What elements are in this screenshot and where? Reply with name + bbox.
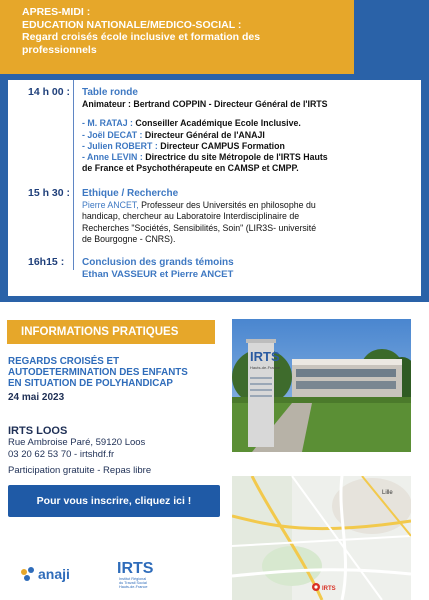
participation-note: Participation gratuite - Repas libre: [8, 465, 152, 476]
irts-logo-image: [115, 557, 175, 592]
map-image: [232, 476, 411, 600]
event-title: [8, 356, 220, 389]
speaker-desc-3: Recherches "Sociétés, Sensibilités, Soin" (LIR3S- université: [82, 222, 317, 233]
witness-names: Ethan VASSEUR et Pierre ANCET: [82, 269, 234, 280]
time-1400: 14 h 00 :: [28, 86, 71, 98]
panelist-role: de France et Psychothérapeute en CAMSP et CMPP.: [82, 163, 299, 174]
anaji-logo: [18, 560, 90, 588]
event-title-line-1: REGARDS CROISÉS ET: [8, 356, 120, 367]
event-title-line-3: EN SITUATION DE POLYHANDICAP: [8, 378, 173, 389]
panelist-2: [82, 130, 417, 141]
speaker-line: [82, 200, 417, 211]
panelist-name: - Joël DECAT :: [82, 129, 143, 140]
panelist-role: Directeur Général de l'ANAJI: [142, 129, 265, 140]
panelist-role: Directeur CAMPUS Formation: [157, 140, 285, 151]
session-table-ronde: [82, 86, 417, 175]
sign-subtext: Hauts-de-France: [250, 365, 281, 370]
time-1530: 15 h 30 :: [28, 187, 71, 199]
speaker-desc-4: de Bourgogne - CNRS).: [82, 233, 176, 244]
map-city-label: Lille: [382, 490, 393, 496]
building-photo-image: [232, 319, 411, 452]
session-title-table-ronde: Table ronde: [82, 87, 138, 98]
event-title-line-2: AUTODETERMINATION DES ENFANTS: [8, 367, 188, 378]
header-line-4: professionnels: [22, 43, 97, 56]
header-line-3: Regard croisés école inclusive et formation des: [22, 31, 261, 43]
building-photo: [232, 319, 411, 452]
afternoon-header: [0, 0, 354, 74]
speaker-desc-2: handicap, chercheur au Laboratoire Interdisciplinaire de: [82, 211, 300, 222]
map-pin-icon: [312, 583, 320, 591]
panelist-role: Conseiller Académique Ecole Inclusive.: [132, 118, 301, 129]
irts-sub-1: Institut Régional: [119, 577, 147, 581]
panelist-3: [82, 141, 417, 152]
venue-address: Rue Ambroise Paré, 59120 Loos: [8, 437, 146, 448]
session-conclusion: [82, 256, 417, 280]
irts-sub-2: du Travail Social: [119, 581, 147, 585]
irts-sub-3: Hauts-de-France: [119, 585, 148, 589]
header-line-1: APRES-MIDI :: [22, 6, 91, 18]
session-title-conclusion: Conclusion des grands témoins: [82, 257, 234, 268]
event-date: 24 mai 2023: [8, 392, 65, 403]
panelist-4: [82, 152, 417, 163]
host-line: [82, 99, 417, 110]
host-label: Animateur :: [82, 99, 131, 109]
header-line-2: EDUCATION NATIONALE/MEDICO-SOCIAL :: [22, 18, 242, 31]
session-title-ethique: Ethique / Recherche: [82, 188, 179, 199]
panelist-name: - Anne LEVIN :: [82, 152, 143, 163]
panelist-4-cont: [82, 163, 417, 174]
time-1615: 16h15 :: [28, 256, 65, 268]
timeline-line: [73, 80, 74, 270]
panelist-role: Directrice du site Métropole de l'IRTS Hauts: [142, 152, 328, 163]
program-card: [8, 80, 421, 296]
map-irts-label: IRTS: [322, 586, 336, 592]
register-button[interactable]: Pour vous inscrire, cliquez ici !: [8, 485, 220, 517]
panelist-name: - Julien ROBERT :: [82, 140, 158, 151]
irts-logo: [115, 557, 175, 592]
host-text: Bertrand COPPIN - Directeur Général de l'IRTS: [130, 99, 328, 109]
panelist-name: - M. RATAJ :: [82, 118, 133, 129]
speaker-name: Pierre ANCET,: [82, 200, 139, 210]
anaji-text: anaji: [38, 566, 70, 582]
location-map[interactable]: [232, 476, 411, 600]
panelist-1: [82, 118, 417, 129]
speaker-desc-1: Professeur des Universités en philosophe du: [138, 200, 316, 210]
venue-phone: 03 20 62 53 70 - irtshdf.fr: [8, 449, 115, 460]
irts-text: IRTS: [117, 560, 154, 577]
anaji-logo-image: [18, 560, 90, 588]
sign-irts-text: IRTS: [250, 349, 280, 364]
info-heading: INFORMATIONS PRATIQUES: [7, 320, 215, 344]
session-ethique: [82, 187, 417, 245]
venue-name: IRTS LOOS: [8, 425, 68, 437]
venue-contact: [8, 437, 220, 461]
